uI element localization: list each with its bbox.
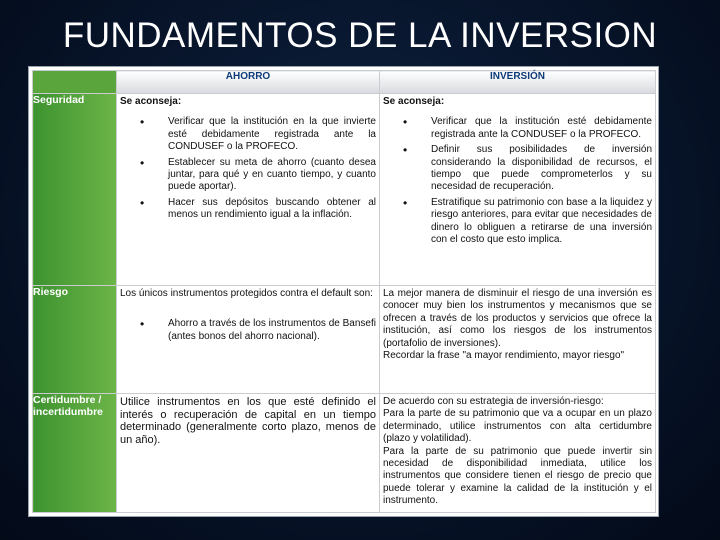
table-row-certidumbre: [33, 394, 656, 513]
comparison-table: [32, 70, 656, 513]
cell-seguridad-ahorro: [117, 94, 380, 286]
row-label-seguridad: Seguridad: [33, 94, 117, 286]
list-item: • Definir sus posibilidades de inversión considerando la disponibilidad de recursos, el tiempo que puede comprometerlos y su necesidad de recuperación.: [411, 144, 652, 194]
cell-certidumbre-inversion: [380, 394, 656, 513]
riesgo-inversion-text: La mejor manera de disminuir el riesgo de una inversión es conocer muy bien los instrumentos y mecanismos que se ofrecen a través de los productos y servicios que ofrece la institución, así como los riesgos de los instrumentos (portafolio de inversiones).: [383, 288, 652, 349]
cell-certidumbre-ahorro: [117, 394, 380, 513]
certidumbre-inversion-p2: Para la parte de su patrimonio que va a ocupar en un plazo determinado, utilice instrumentos con alta certidumbre (plazo y volatilidad).: [383, 408, 652, 445]
cell-seguridad-inversion: [380, 94, 656, 286]
certidumbre-ahorro-text: Utilice instrumentos en los que esté definido el interés o recuperación de capital en un tiempo determinado (generalmente corto plazo, menos de un año).: [120, 396, 376, 446]
slide-title: FUNDAMENTOS DE LA INVERSION: [62, 16, 658, 55]
certidumbre-inversion-p3: Para la parte de su patrimonio que puede invertir sin necesidad de disponibilidad inmediata, utilice los instrumentos que considere tienen el riesgo de precio que puede tolerar y examine la calidad de la institución y el instrumento.: [383, 445, 652, 507]
inversion-list: [383, 116, 652, 246]
certidumbre-inversion-p1: De acuerdo con su estrategia de inversión-riesgo:: [383, 396, 604, 407]
list-item: • Estratifique su patrimonio con base a la liquidez y riesgo anteriores, para evitar que necesidades de dinero lo obliguen a retirarse de una inversión con el costo que esto implica.: [411, 197, 652, 247]
table-header-row: [33, 71, 656, 94]
cell-riesgo-inversion: [380, 286, 656, 394]
comparison-table-frame: [28, 66, 659, 517]
list-item: • Hacer sus depósitos buscando obtener al menos un rendimiento igual a la inflación.: [148, 197, 376, 222]
table-row-riesgo: [33, 286, 656, 394]
list-item: • Verificar que la institución en la que invierte esté debidamente registrada ante la CONDUSEF o la PROFECO.: [148, 116, 376, 153]
header-corner: [33, 71, 117, 94]
riesgo-ahorro-text: Los únicos instrumentos protegidos contra el default son:: [120, 288, 373, 299]
list-item: • Verificar que la institución esté debidamente registrada ante la CONDUSEF o la PROFECO.: [411, 116, 652, 141]
cell-riesgo-ahorro: [117, 286, 380, 394]
riesgo-inversion-text2: Recordar la frase "a mayor rendimiento, mayor riesgo": [383, 350, 625, 362]
riesgo-ahorro-list: [120, 318, 376, 343]
inversion-lead: Se aconseja:: [383, 96, 445, 107]
header-inversion: INVERSIÓN: [380, 71, 656, 94]
list-item: • Ahorro a través de los instrumentos de Bansefi (antes bonos del ahorro nacional).: [148, 318, 376, 343]
row-label-riesgo: Riesgo: [33, 286, 117, 394]
ahorro-lead: Se aconseja:: [120, 96, 182, 107]
list-item: • Establecer su meta de ahorro (cuanto desea juntar, para qué y en cuanto tiempo, y cuanto puede aportar).: [148, 157, 376, 194]
header-ahorro: AHORRO: [117, 71, 380, 94]
row-label-certidumbre: Certidumbre / incertidumbre: [33, 394, 117, 513]
ahorro-list: [120, 116, 376, 221]
table-row-seguridad: [33, 94, 656, 286]
